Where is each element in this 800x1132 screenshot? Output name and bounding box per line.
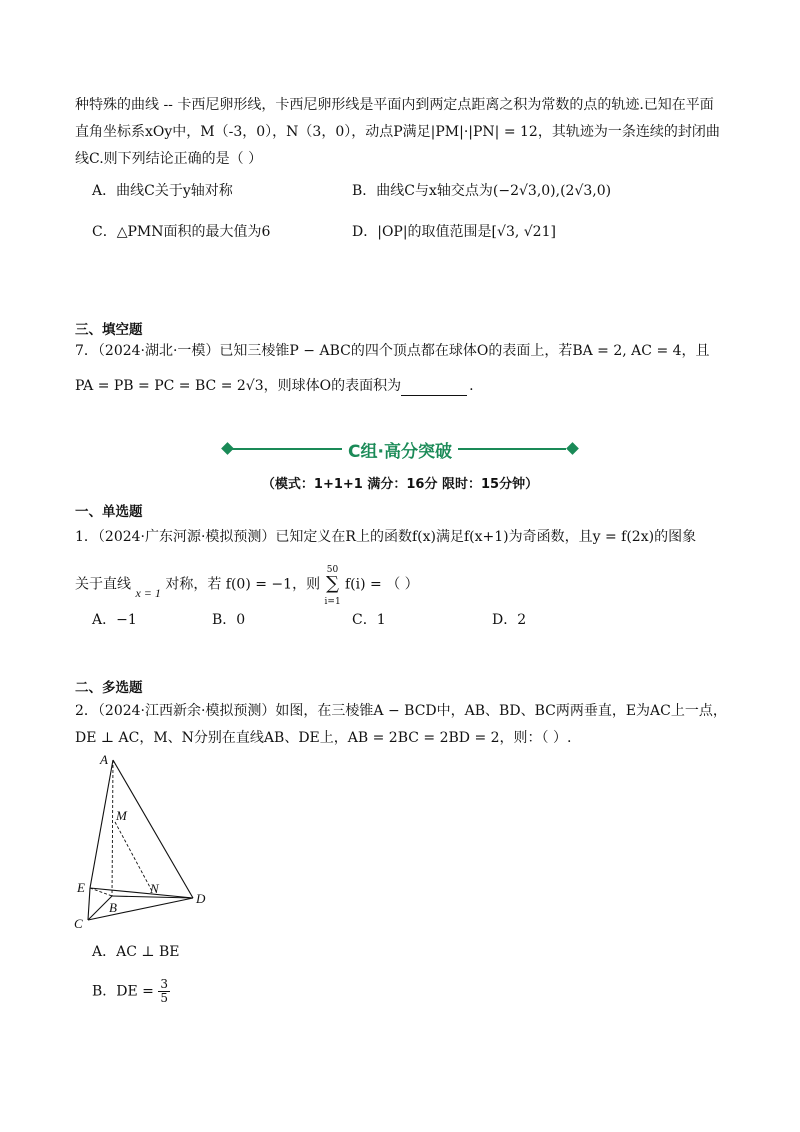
section-fill-in-title: 三、填空题 (75, 322, 143, 338)
group-c-title: C组·高分突破 (348, 442, 452, 462)
q6-line-1: 种特殊的曲线 -- 卡西尼卵形线，卡西尼卵形线是平面内到两定点距离之积为常数的点的轨迹.已知在平面 (75, 97, 714, 113)
q1-option-d: D．2 (492, 612, 527, 628)
q6-option-b: B．曲线C与x轴交点为(−2√3,0),(2√3,0) (352, 183, 612, 199)
q6-option-a: A．曲线C关于y轴对称 (92, 183, 233, 199)
q6-line-3: 线C.则下列结论正确的是（ ） (75, 151, 263, 167)
q1-sum-symbol (324, 565, 341, 607)
q6-line-2: 直角坐标系xOy中，M（-3，0），N（3，0），动点P满足|PM|·|PN| = 12，其轨迹为一条连续的封闭曲 (75, 124, 720, 140)
q1-sigma-icon: ∑ (326, 573, 339, 594)
label-d: D (196, 891, 206, 906)
edge-ce (88, 888, 90, 920)
q2-line-1: 2．（2024·江西新余·模拟预测）如图，在三棱锥A − BCD中，AB、BD、BC两两垂直，E为AC上一点， (75, 703, 727, 719)
group-c-info: （模式：1+1+1 满分：16分 限时：15分钟） (261, 477, 539, 492)
edge-ab-dashed (112, 760, 113, 896)
label-a: A (100, 752, 108, 767)
q1-option-b: B．0 (212, 612, 246, 628)
q7-answer-blank[interactable] (401, 381, 467, 396)
q1-line-2 (75, 565, 419, 607)
label-n: N (150, 881, 159, 896)
label-m: M (116, 808, 127, 823)
q2-option-b-fraction (158, 978, 170, 1005)
edge-ac (90, 760, 113, 888)
q1-line-2-d: f(i) = （ ） (344, 576, 419, 593)
q7-line-2 (75, 376, 474, 396)
tetrahedron-figure (60, 750, 220, 935)
q2-option-b-prefix: B．DE = (92, 983, 154, 1000)
banner-right-rule (458, 448, 566, 450)
section-multi-choice-title: 二、多选题 (75, 680, 143, 696)
q2-option-a: A．AC ⊥ BE (92, 944, 180, 960)
q2-line-2: DE ⊥ AC，M、N分别在直线AB、DE上，AB = 2BC = 2BD = 2，则：（ ）. (75, 730, 572, 746)
q2-option-b-numerator: 3 (160, 977, 169, 991)
q7-line-2-end: . (469, 378, 474, 394)
q1-line-2-b: x = 1 (135, 585, 161, 600)
label-c: C (74, 916, 83, 931)
q7-line-1: 7．（2024·湖北·一模）已知三棱锥P − ABC的四个顶点都在球体O的表面上，若BA = 2, AC = 4，且 (75, 343, 710, 359)
label-e: E (77, 880, 85, 895)
q2-option-b (92, 978, 170, 1005)
q1-option-c: C．1 (352, 612, 386, 628)
q1-line-1: 1．（2024·广东河源·模拟预测）已知定义在R上的函数f(x)满足f(x+1)为奇函数，且y = f(2x)的图象 (75, 529, 697, 545)
segment-mn-dashed (115, 822, 152, 891)
q1-line-2-a: 关于直线 (75, 576, 131, 593)
label-b: B (109, 900, 117, 915)
q1-option-a: A．−1 (92, 612, 137, 628)
q1-sum-bottom: i=1 (324, 597, 341, 607)
q7-line-2-text: PA = PB = PC = BC = 2√3，则球体O的表面积为 (75, 378, 402, 394)
q2-option-b-denominator: 5 (160, 991, 169, 1005)
group-c-banner (220, 437, 580, 461)
q6-option-d: D．|OP|的取值范围是[√3, √21] (352, 224, 556, 240)
edge-cd (88, 898, 193, 920)
section-single-choice-title: 一、单选题 (75, 504, 143, 520)
q1-sum-top: 50 (326, 565, 339, 575)
q1-line-2-c: 对称，若 f(0) = −1，则 (165, 576, 321, 593)
edge-ad (113, 760, 193, 898)
q6-option-c: C．△PMN面积的最大值为6 (92, 224, 271, 240)
